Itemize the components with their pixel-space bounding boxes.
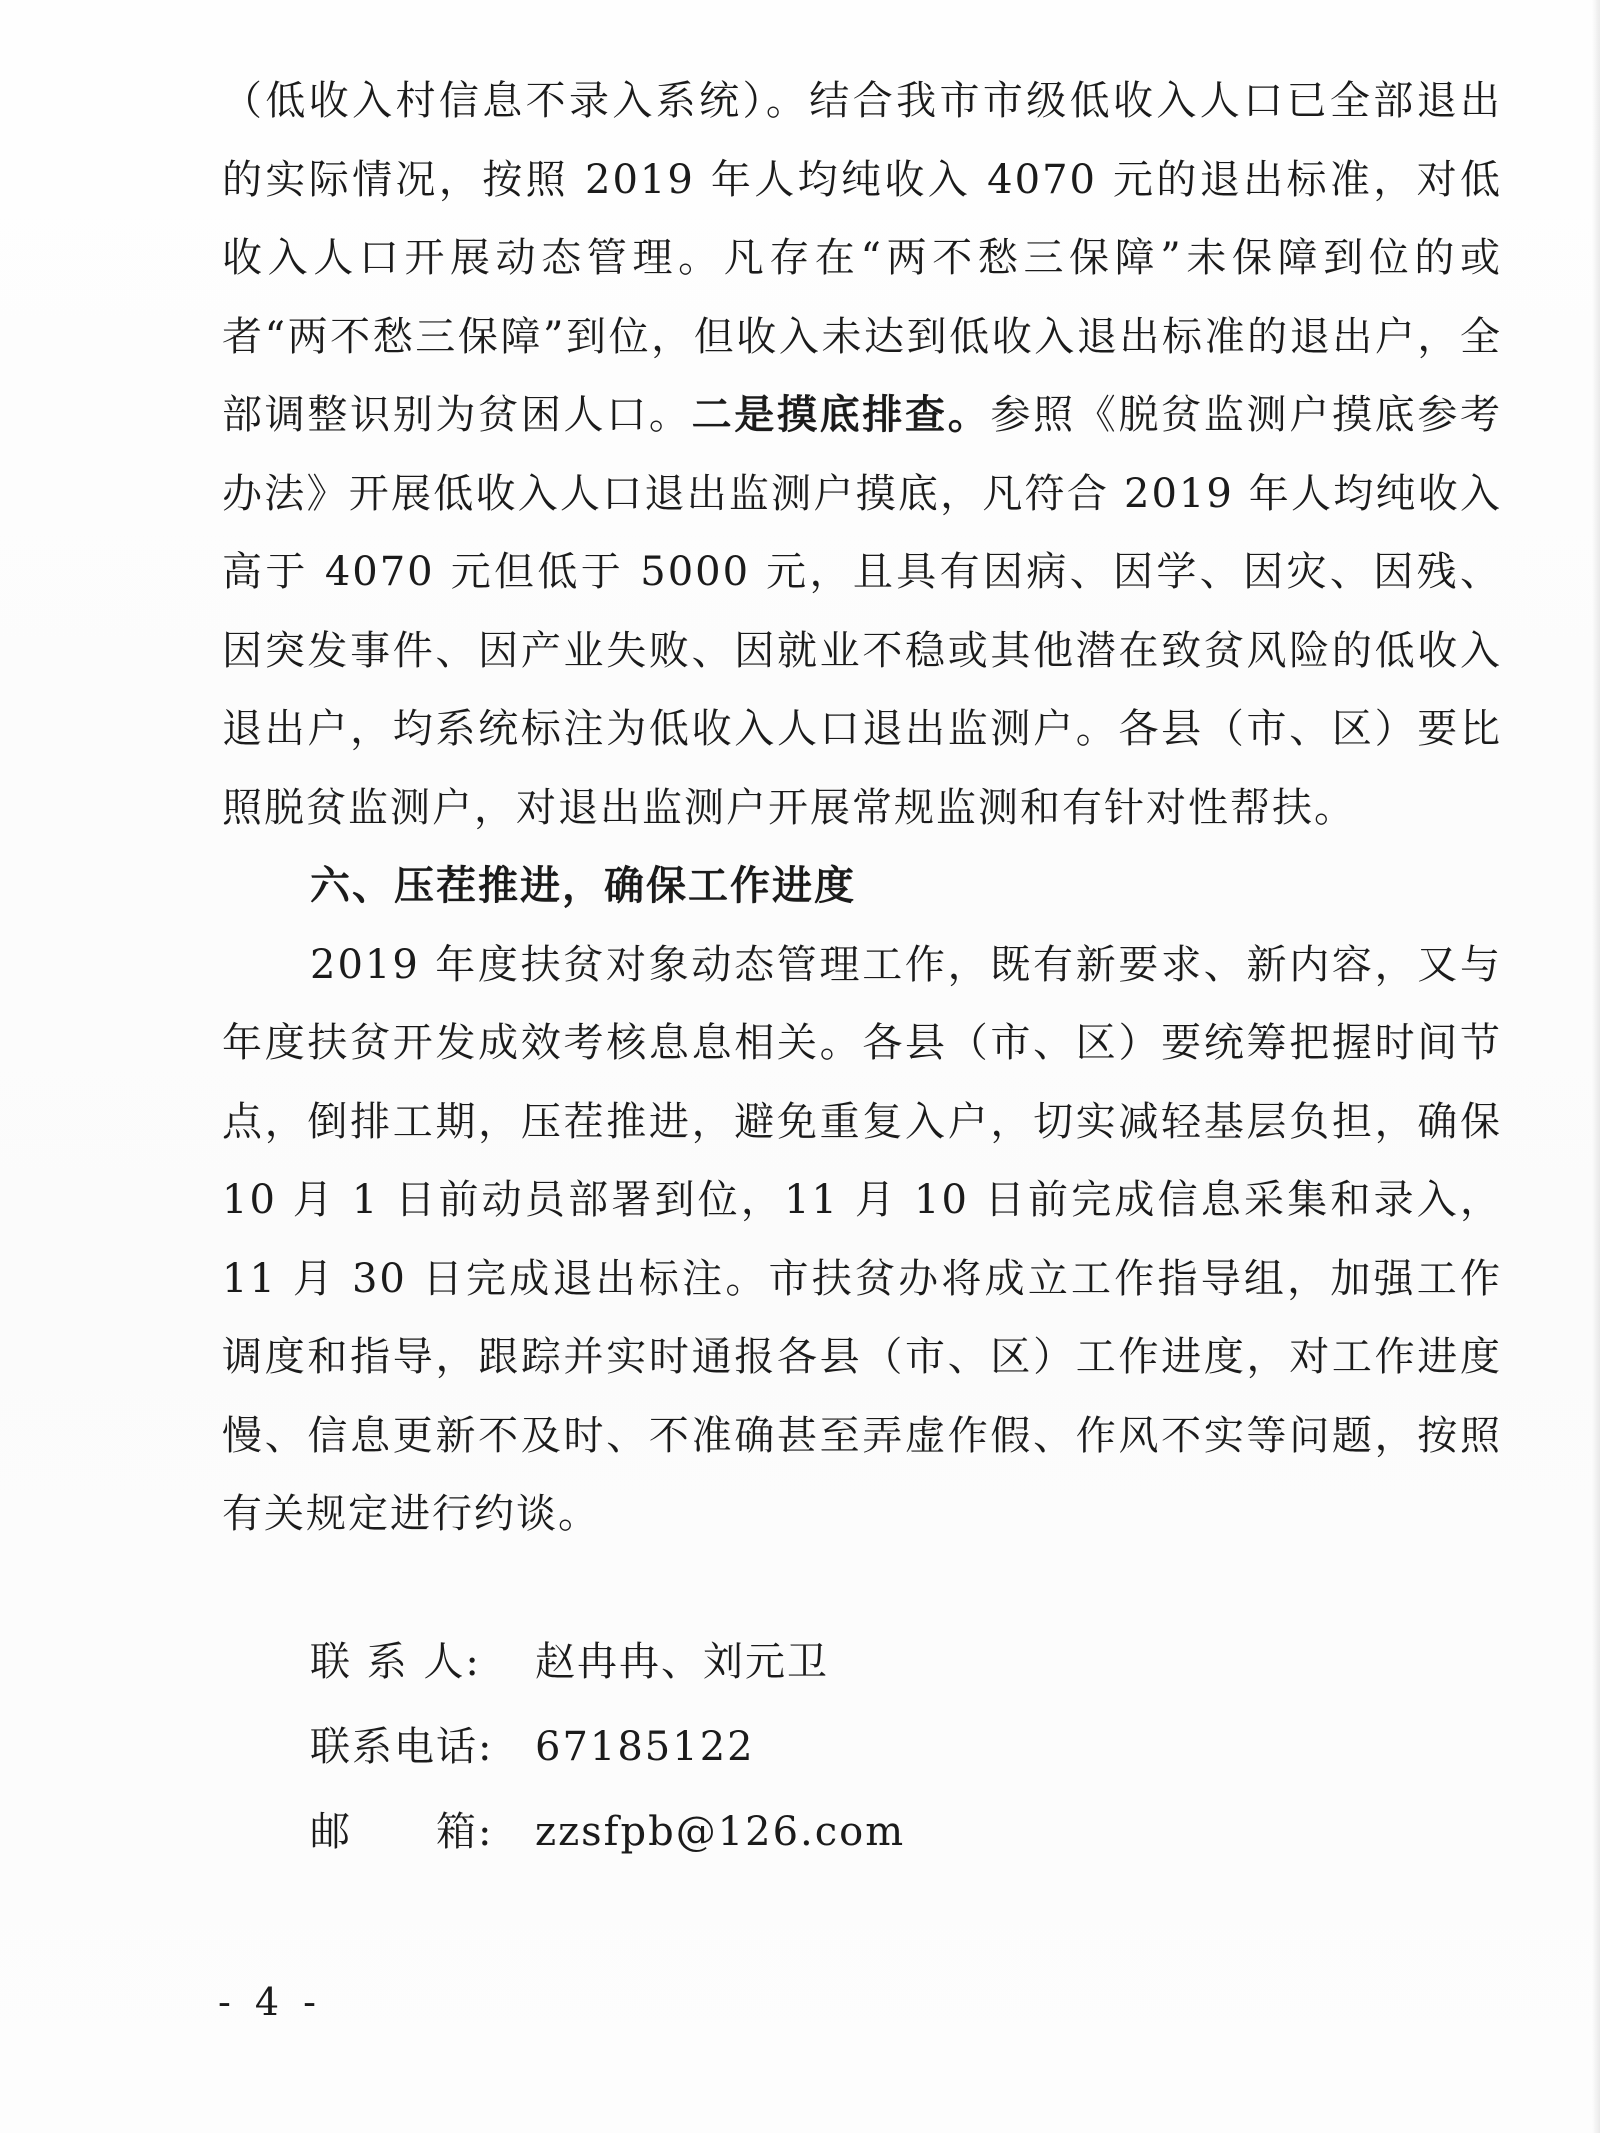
contact-email-label: 邮 箱: <box>310 1809 494 1855</box>
contact-email-line <box>310 1800 1410 1857</box>
contact-phone-label: 联系电话: <box>310 1724 494 1770</box>
page-number: - 4 - <box>218 1980 323 2024</box>
contact-person-value: 赵冉冉、刘元卫 <box>535 1639 829 1685</box>
contact-phone-line <box>310 1715 1410 1772</box>
paragraph-progress: 2019 年度扶贫对象动态管理工作，既有新要求、新内容，又与年度扶贫开发成效考核息息相关。各县（市、区）要统筹把握时间节点，倒排工期，压茬推进，避免重复入户，切实减轻基层负担，确保 10 月 1 日前动员部署到位，11 月 10 日前完成信息采集和录入，11 月 30 日完成退出标注。市扶贫办将成立工作指导组，加强工作调度和指导，跟踪并实时通报各县（市、区）工作进度，对工作进度慢、信息更新不及时、不准确甚至弄虚作假、作风不实等问题，按照有关规定进行约谈。 <box>222 941 1502 1537</box>
paragraph-low-income-part1: （低收入村信息不录入系统）。结合我市市级低收入人口已全部退出的实际情况，按照 2019 年人均纯收入 4070 元的退出标准，对低收入人口开展动态管理。凡存在“两不愁三保障”未保障到位的或者“两不愁三保障”到位，但收入未达到低收入退出标准的退出户，全部调整识别为贫困人口。 <box>222 78 1502 438</box>
scan-edge-shadow <box>1592 0 1600 2133</box>
document-body <box>222 62 1502 1554</box>
paragraph-low-income-part2: 参照《脱贫监测户摸底参考办法》开展低收入人口退出监测户摸底，凡符合 2019 年人均纯收入高于 4070 元但低于 5000 元，且具有因病、因学、因灾、因残、因突发事件、因产业失败、因就业不稳或其他潜在致贫风险的低收入退出户，均系统标注为低收入人口退出监测户。各县（市、区）要比照脱贫监测户，对退出监测户开展常规监测和有针对性帮扶。 <box>222 392 1503 831</box>
contact-person-label: 联 系 人: <box>310 1639 481 1685</box>
bold-phrase-survey: 二是摸底排查。 <box>691 392 991 438</box>
contact-person-line <box>310 1630 1410 1687</box>
section-heading: 六、压茬推进，确保工作进度 <box>310 863 856 909</box>
contact-phone-value: 67185122 <box>535 1724 755 1770</box>
paragraph-low-income <box>222 62 1502 847</box>
contact-email-value: zzsfpb@126.com <box>535 1809 906 1855</box>
